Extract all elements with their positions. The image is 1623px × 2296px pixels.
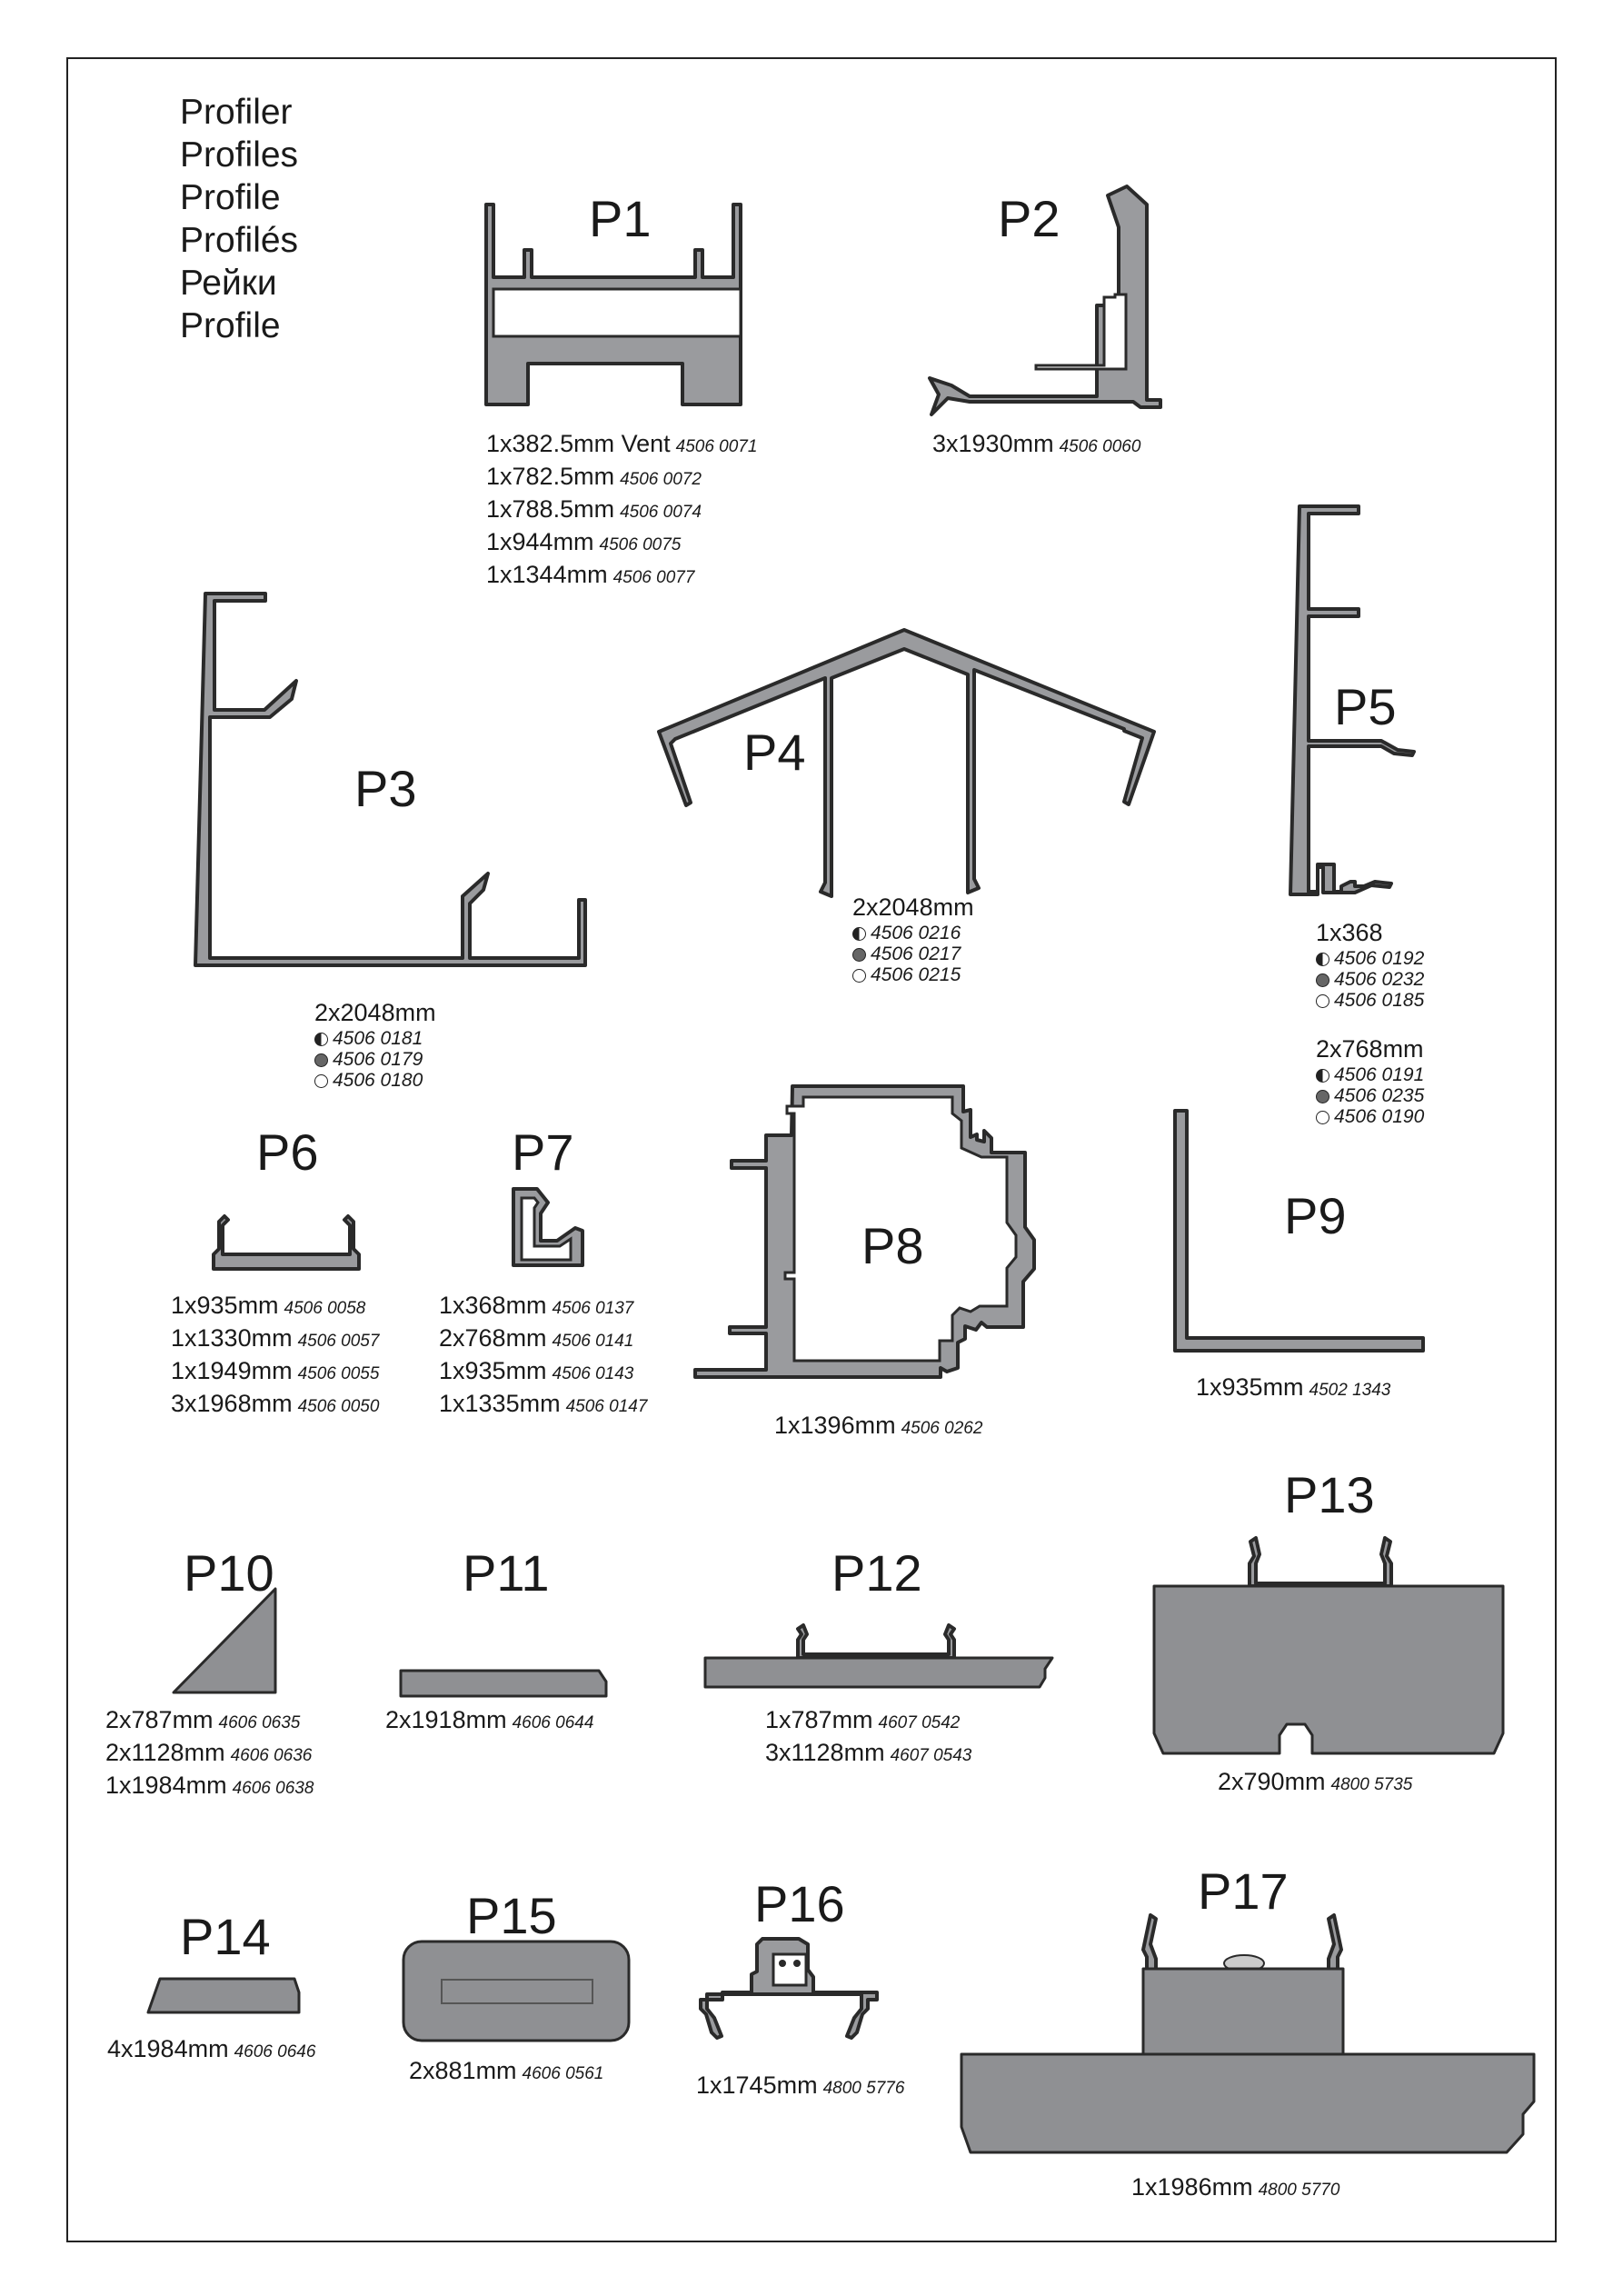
spec-length: 1x368mm <box>439 1292 547 1319</box>
spec-line <box>105 1705 314 1738</box>
variant-row <box>852 964 974 985</box>
title-line: Profile <box>180 178 281 217</box>
variant-row <box>1316 948 1424 969</box>
spec-line <box>696 2071 904 2103</box>
spec-length: 1x382.5mm Vent <box>486 430 671 457</box>
p5-label: P5 <box>1334 678 1397 735</box>
spec-line <box>107 2034 315 2067</box>
spec-line <box>439 1356 647 1389</box>
p11-spec-list <box>385 1705 593 1738</box>
title-line: Profiler <box>180 93 293 132</box>
spec-length: 3x1128mm <box>765 1739 885 1766</box>
p14-drawing <box>148 1979 299 2012</box>
spec-line <box>171 1323 379 1356</box>
spec-code: 4607 0543 <box>890 1746 972 1765</box>
spec-length: 1x935mm <box>171 1292 279 1319</box>
color-swatch-icon <box>314 1033 328 1046</box>
spec-code: 4506 0057 <box>297 1332 380 1351</box>
spec-code: 4506 0058 <box>284 1299 366 1318</box>
spec-code: 4506 0141 <box>552 1332 634 1351</box>
spec-line <box>439 1291 647 1323</box>
p1-label: P1 <box>589 190 652 247</box>
spec-code: 4506 0071 <box>675 437 758 456</box>
spec-code: 4800 5770 <box>1258 2181 1340 2200</box>
spec-length: 1x935mm <box>1196 1373 1304 1401</box>
spec-length: 1x782.5mm <box>486 463 615 490</box>
spec-length: 2x790mm <box>1218 1768 1326 1795</box>
p15-label: P15 <box>466 1887 557 1944</box>
spec-length: 3x1930mm <box>932 430 1054 457</box>
p15-drawing <box>403 1942 629 2041</box>
spec-code: 4607 0542 <box>878 1713 961 1732</box>
variant-code: 4506 0179 <box>333 1049 423 1070</box>
p5-variant-list-a <box>1316 948 1424 1011</box>
spec-code: 4506 0075 <box>599 535 682 554</box>
title-line: Рейки <box>180 264 277 303</box>
p4-spec: 2x2048mm <box>852 893 974 921</box>
variant-row <box>852 943 974 964</box>
spec-code: 4506 0055 <box>297 1364 380 1383</box>
spec-line <box>486 462 757 494</box>
p4-drawing <box>659 630 1154 896</box>
color-swatch-icon <box>314 1074 328 1088</box>
spec-line <box>385 1705 593 1738</box>
color-swatch-icon <box>314 1053 328 1067</box>
spec-code: 4506 0072 <box>620 470 702 489</box>
p13-label: P13 <box>1284 1466 1375 1523</box>
spec-line <box>765 1738 971 1771</box>
spec-line <box>171 1356 379 1389</box>
spec-length: 2x1918mm <box>385 1706 507 1733</box>
p7-spec-list <box>439 1291 647 1422</box>
p7-label: P7 <box>512 1123 574 1181</box>
spec-line <box>486 560 757 593</box>
spec-code: 4506 0077 <box>612 568 695 587</box>
p8-spec-list <box>774 1411 982 1443</box>
p10-spec-list <box>105 1705 314 1803</box>
variant-code: 4506 0185 <box>1334 990 1425 1011</box>
p5-spec-a: 1x368 <box>1316 919 1383 946</box>
p12-drawing <box>705 1625 1052 1687</box>
color-swatch-icon <box>1316 994 1329 1008</box>
spec-line <box>486 429 757 462</box>
color-swatch-icon <box>1316 953 1329 966</box>
p11-drawing <box>401 1671 606 1696</box>
spec-code: 4606 0635 <box>218 1713 301 1732</box>
p3-spec: 2x2048mm <box>314 999 436 1026</box>
p3-variant-list <box>314 1028 436 1091</box>
title-line: Profilés <box>180 221 299 260</box>
spec-length: 2x768mm <box>439 1324 547 1352</box>
p5-variant-group-a <box>1316 918 1424 1011</box>
spec-line <box>105 1771 314 1803</box>
p6-label: P6 <box>256 1123 319 1181</box>
spec-code: 4606 0638 <box>232 1779 314 1798</box>
spec-length: 1x944mm <box>486 528 594 555</box>
spec-line <box>105 1738 314 1771</box>
p17-drawing <box>961 1915 1534 2152</box>
spec-length: 2x881mm <box>409 2057 517 2084</box>
p9-label: P9 <box>1284 1187 1347 1244</box>
spec-line <box>1218 1767 1412 1800</box>
spec-line <box>486 494 757 527</box>
spec-length: 1x1984mm <box>105 1772 227 1799</box>
spec-length: 1x787mm <box>765 1706 873 1733</box>
spec-length: 1x1949mm <box>171 1357 293 1384</box>
variant-row <box>314 1070 436 1091</box>
spec-code: 4502 1343 <box>1309 1381 1391 1400</box>
color-swatch-icon <box>1316 1111 1329 1124</box>
p4-variant-list <box>852 923 974 985</box>
color-swatch-icon <box>852 927 866 941</box>
p12-label: P12 <box>831 1544 922 1602</box>
p7-drawing <box>513 1189 582 1265</box>
title-list <box>180 91 298 347</box>
spec-length: 1x1986mm <box>1131 2173 1253 2201</box>
spec-length: 1x935mm <box>439 1357 547 1384</box>
spec-line <box>765 1705 971 1738</box>
p3-variant-group <box>314 998 436 1091</box>
p4-variant-group <box>852 893 974 985</box>
spec-code: 4506 0143 <box>552 1364 634 1383</box>
p4-label: P4 <box>743 724 806 781</box>
p13-spec-list <box>1218 1767 1412 1800</box>
spec-line <box>171 1291 379 1323</box>
p16-drawing <box>701 1939 877 2038</box>
spec-code: 4800 5776 <box>822 2079 905 2098</box>
p16-label: P16 <box>754 1875 845 1932</box>
p5-variant-group-b <box>1316 1034 1424 1127</box>
p8-label: P8 <box>861 1217 924 1274</box>
spec-length: 1x1330mm <box>171 1324 293 1352</box>
spec-code: 4606 0646 <box>234 2042 316 2061</box>
variant-row <box>1316 1085 1424 1106</box>
variant-row <box>852 923 974 943</box>
p14-label: P14 <box>180 1908 271 1965</box>
p10-drawing <box>174 1589 275 1692</box>
p3-label: P3 <box>354 760 417 817</box>
p17-label: P17 <box>1198 1862 1289 1920</box>
variant-code: 4506 0190 <box>1334 1106 1425 1127</box>
p12-spec-list <box>765 1705 971 1771</box>
spec-code: 4506 0147 <box>565 1397 648 1416</box>
variant-row <box>1316 1106 1424 1127</box>
p5-variant-list-b <box>1316 1064 1424 1127</box>
p9-spec-list <box>1196 1373 1390 1405</box>
p13-drawing <box>1154 1538 1503 1753</box>
variant-code: 4506 0216 <box>871 923 961 943</box>
color-swatch-icon <box>852 969 866 983</box>
color-swatch-icon <box>1316 973 1329 987</box>
spec-length: 1x788.5mm <box>486 495 615 523</box>
spec-length: 1x1335mm <box>439 1390 561 1417</box>
p2-spec-list <box>932 429 1140 462</box>
variant-code: 4506 0180 <box>333 1070 423 1091</box>
spec-code: 4506 0060 <box>1059 437 1141 456</box>
spec-line <box>171 1389 379 1422</box>
variant-code: 4506 0215 <box>871 964 961 985</box>
p10-label: P10 <box>184 1544 274 1602</box>
spec-line <box>486 527 757 560</box>
p6-drawing <box>214 1216 359 1269</box>
p1-spec-list <box>486 429 757 593</box>
spec-code: 4800 5735 <box>1330 1775 1413 1794</box>
variant-row <box>1316 990 1424 1011</box>
spec-line <box>439 1323 647 1356</box>
spec-length: 4x1984mm <box>107 2035 229 2062</box>
p15-spec-list <box>409 2056 603 2089</box>
spec-line <box>1196 1373 1390 1405</box>
variant-row <box>314 1028 436 1049</box>
title-line: Profiles <box>180 135 299 175</box>
spec-code: 4506 0262 <box>901 1419 983 1438</box>
spec-line <box>409 2056 603 2089</box>
spec-line <box>439 1389 647 1422</box>
p2-label: P2 <box>998 190 1060 247</box>
p5-spec-b: 2x768mm <box>1316 1035 1424 1063</box>
variant-row <box>314 1049 436 1070</box>
variant-row <box>1316 969 1424 990</box>
title-line: Profile <box>180 306 281 345</box>
variant-row <box>1316 1064 1424 1085</box>
p6-spec-list <box>171 1291 379 1422</box>
p11-label: P11 <box>463 1544 550 1602</box>
spec-line <box>1131 2172 1339 2205</box>
variant-code: 4506 0232 <box>1334 969 1425 990</box>
p14-spec-list <box>107 2034 315 2067</box>
spec-length: 2x787mm <box>105 1706 214 1733</box>
color-swatch-icon <box>852 948 866 962</box>
variant-code: 4506 0191 <box>1334 1064 1425 1085</box>
spec-code: 4506 0050 <box>297 1397 380 1416</box>
color-swatch-icon <box>1316 1069 1329 1083</box>
spec-code: 4606 0561 <box>522 2064 604 2083</box>
spec-code: 4606 0636 <box>230 1746 313 1765</box>
variant-code: 4506 0181 <box>333 1028 423 1049</box>
p17-spec-list <box>1131 2172 1339 2205</box>
spec-length: 1x1344mm <box>486 561 608 588</box>
spec-length: 1x1396mm <box>774 1412 896 1439</box>
spec-length: 2x1128mm <box>105 1739 225 1766</box>
variant-code: 4506 0217 <box>871 943 961 964</box>
spec-line <box>932 429 1140 462</box>
spec-code: 4506 0137 <box>552 1299 634 1318</box>
spec-code: 4506 0074 <box>620 503 702 522</box>
spec-length: 1x1745mm <box>696 2071 818 2099</box>
variant-code: 4506 0235 <box>1334 1085 1425 1106</box>
spec-code: 4606 0644 <box>512 1713 594 1732</box>
color-swatch-icon <box>1316 1090 1329 1103</box>
spec-length: 3x1968mm <box>171 1390 293 1417</box>
p16-spec-list <box>696 2071 904 2103</box>
variant-code: 4506 0192 <box>1334 948 1425 969</box>
spec-line <box>774 1411 982 1443</box>
